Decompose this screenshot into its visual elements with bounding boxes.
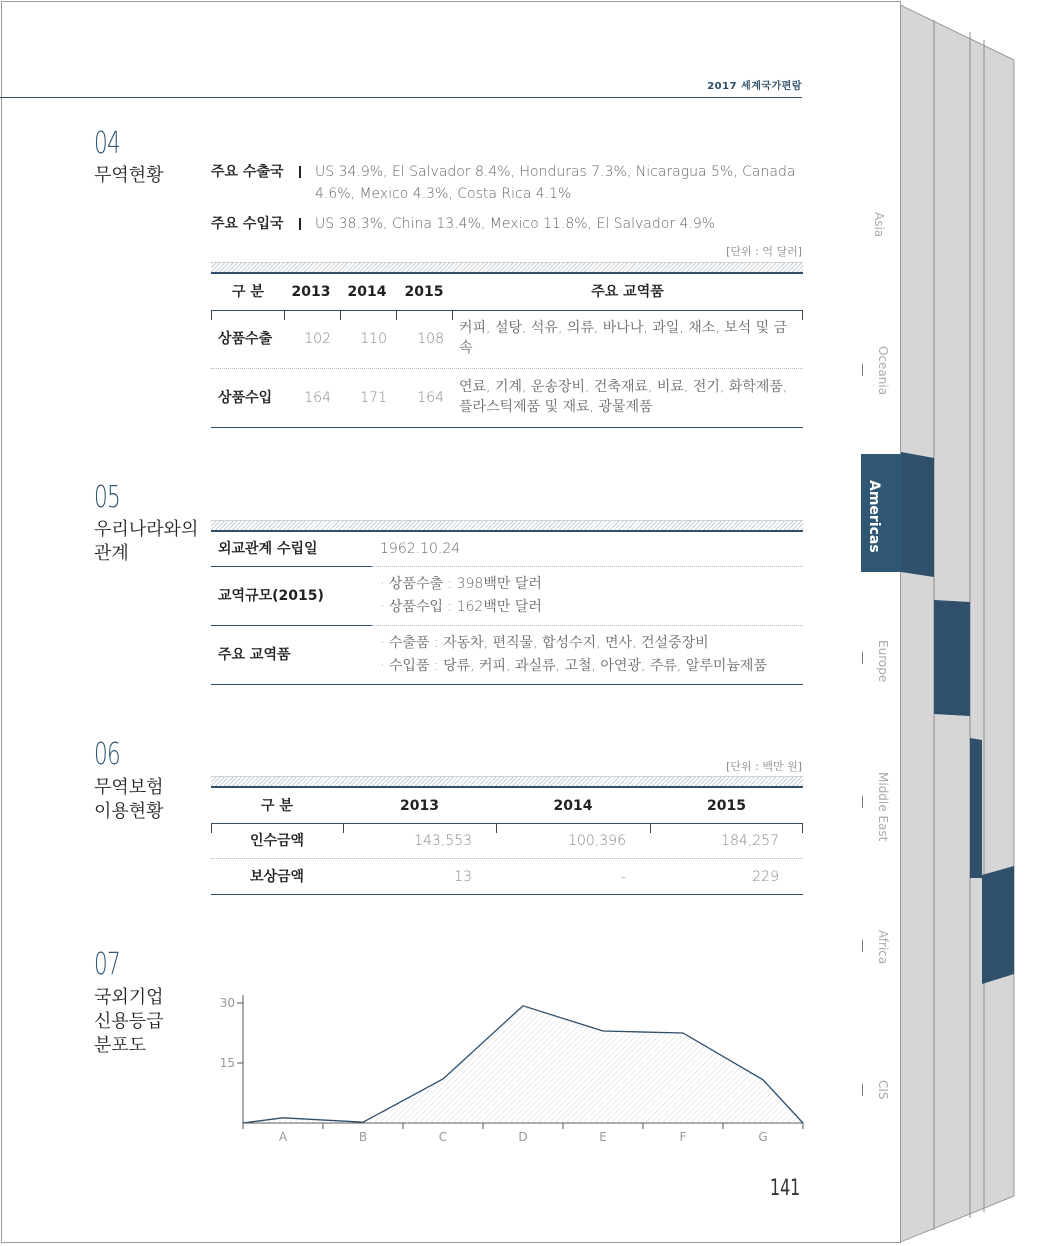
- credit-rating-chart: [200, 985, 815, 1150]
- cell-value: 164: [417, 390, 444, 406]
- section-number: 07: [94, 947, 121, 982]
- row-value: 1962.10.24: [380, 541, 461, 557]
- x-tick-label: A: [278, 1130, 288, 1144]
- imports-label: 주요 수입국: [211, 216, 284, 232]
- unit-label: [단위 : 억 달러]: [726, 245, 802, 258]
- row-label: 교역규모(2015): [218, 588, 324, 604]
- cell-value: 100,396: [568, 833, 626, 849]
- header-rule: [211, 310, 803, 311]
- section-title: 우리나라와의 관계: [94, 519, 199, 564]
- exports-label: 주요 수출국: [211, 164, 284, 180]
- page-number: 141: [770, 1176, 801, 1201]
- cell-value: 143,553: [414, 833, 472, 849]
- col-tick: [284, 310, 285, 320]
- table-header: 2014: [347, 284, 387, 300]
- header-title: 2017 세계국가편람: [707, 81, 802, 92]
- tab-middle-east[interactable]: Middle East: [876, 772, 890, 842]
- cell-value: 229: [752, 869, 779, 885]
- table-header: 2014: [553, 798, 593, 814]
- cell-value: 171: [360, 390, 387, 406]
- cell-value: -: [620, 869, 626, 885]
- cell-value: 102: [304, 331, 331, 347]
- exports-row: [211, 161, 803, 205]
- imports-row: [211, 213, 803, 235]
- x-tick-label: E: [599, 1130, 607, 1144]
- table-header: 2013: [291, 284, 331, 300]
- row-value: · 상품수출 : 398백만 달러: [380, 576, 542, 592]
- table-header: 주요 교역품: [591, 284, 664, 300]
- section-number: 04: [94, 126, 121, 161]
- cell-value: 110: [360, 331, 387, 347]
- x-tick-label: B: [358, 1130, 368, 1144]
- cell-value: 13: [454, 869, 472, 885]
- x-tick-label: D: [518, 1130, 528, 1144]
- tab-tick: [862, 940, 863, 952]
- row-divider: [372, 566, 803, 567]
- unit-label: [단위 : 백만 원]: [726, 760, 802, 773]
- x-tick-label: F: [679, 1130, 687, 1144]
- row-label: 상품수출: [218, 331, 273, 347]
- divider-bar: [299, 218, 301, 230]
- area-fill: [243, 1006, 803, 1123]
- tab-tick: [862, 1084, 863, 1096]
- row-divider: [211, 368, 803, 369]
- cell-value: 184,257: [721, 833, 779, 849]
- imports-value: US 38.3%, China 13.4%, Mexico 11.8%, El Salvador 4.9%: [315, 216, 716, 232]
- row-label: 인수금액: [249, 833, 305, 849]
- section-number: 06: [94, 737, 121, 772]
- tab-africa[interactable]: Africa: [876, 930, 890, 965]
- trade-items: 연료, 기계, 운송장비, 건축재료, 비료, 전기, 화학제품, 플라스틱제품 및 재료, 광물제품: [459, 379, 788, 415]
- tab-europe[interactable]: Europe: [876, 640, 890, 683]
- tab-oceania[interactable]: Oceania: [876, 346, 890, 396]
- section-title: 무역현황: [94, 165, 164, 186]
- table-header: 구 분: [232, 284, 264, 300]
- col-tick: [396, 310, 397, 320]
- row-label: 주요 교역품: [218, 647, 291, 663]
- table-header: 2015: [404, 284, 444, 300]
- table-bottom-rule: [211, 427, 803, 428]
- section-number: 05: [94, 480, 121, 515]
- header-rule: [0, 97, 802, 98]
- col-tick: [802, 310, 803, 320]
- header-rule: [211, 823, 803, 824]
- y-tick-label: 15: [219, 1056, 235, 1070]
- table-top-rule: [211, 272, 803, 274]
- exports-value: US 34.9%, El Salvador 8.4%, Honduras 7.3%, Nicaragua 5%, Canada 4.6%, Mexico 4.3%, Costa Rica 4.1%: [315, 164, 796, 202]
- table-bottom-rule: [211, 894, 803, 895]
- row-value: · 수출품 : 자동차, 편직물, 합성수지, 면사, 건설중장비: [380, 635, 709, 651]
- cell-value: 164: [304, 390, 331, 406]
- table-top-rule: [211, 530, 803, 532]
- table-header: 구 분: [261, 798, 293, 814]
- label-rule: [211, 625, 372, 626]
- row-value: · 상품수입 : 162백만 달러: [380, 599, 542, 615]
- col-tick: [802, 823, 803, 833]
- row-value: · 수입품 : 당류, 커피, 과실류, 고철, 아연광, 주류, 알루미늄제품: [380, 658, 767, 674]
- row-divider: [372, 625, 803, 626]
- col-tick: [340, 310, 341, 320]
- row-label: 상품수입: [218, 390, 273, 406]
- tab-cis[interactable]: CIS: [876, 1080, 890, 1100]
- row-divider: [211, 858, 803, 859]
- divider-bar: [299, 166, 301, 178]
- row-label: 외교관계 수립일: [218, 541, 318, 557]
- table-hatch: [211, 520, 803, 530]
- table-header: 2015: [707, 798, 746, 814]
- table-bottom-rule: [211, 684, 803, 685]
- label-rule: [211, 566, 372, 567]
- col-tick: [211, 310, 212, 320]
- col-tick: [452, 310, 453, 320]
- trade-items: 커피, 설탕, 석유, 의류, 바나나, 과일, 채소, 보석 및 금속: [459, 320, 788, 356]
- section-title: 무역보험 이용현황: [94, 777, 164, 822]
- x-tick-label: G: [758, 1130, 768, 1144]
- tab-asia[interactable]: Asia: [872, 212, 886, 238]
- section-title: 국외기업 신용등급 분포도: [94, 987, 164, 1056]
- page-edge-stack: [898, 0, 1045, 1246]
- row-label: 보상금액: [249, 869, 305, 885]
- y-tick-label: 30: [219, 996, 235, 1010]
- x-tick-label: C: [438, 1130, 448, 1144]
- tab-tick: [862, 796, 863, 808]
- tab-americas[interactable]: Americas: [866, 480, 882, 553]
- table-hatch: [211, 776, 803, 786]
- tab-tick: [862, 652, 863, 664]
- table-hatch: [211, 262, 803, 272]
- cell-value: 108: [417, 331, 444, 347]
- tab-tick: [862, 364, 863, 376]
- table-header: 2013: [400, 798, 439, 814]
- table-top-rule: [211, 786, 803, 788]
